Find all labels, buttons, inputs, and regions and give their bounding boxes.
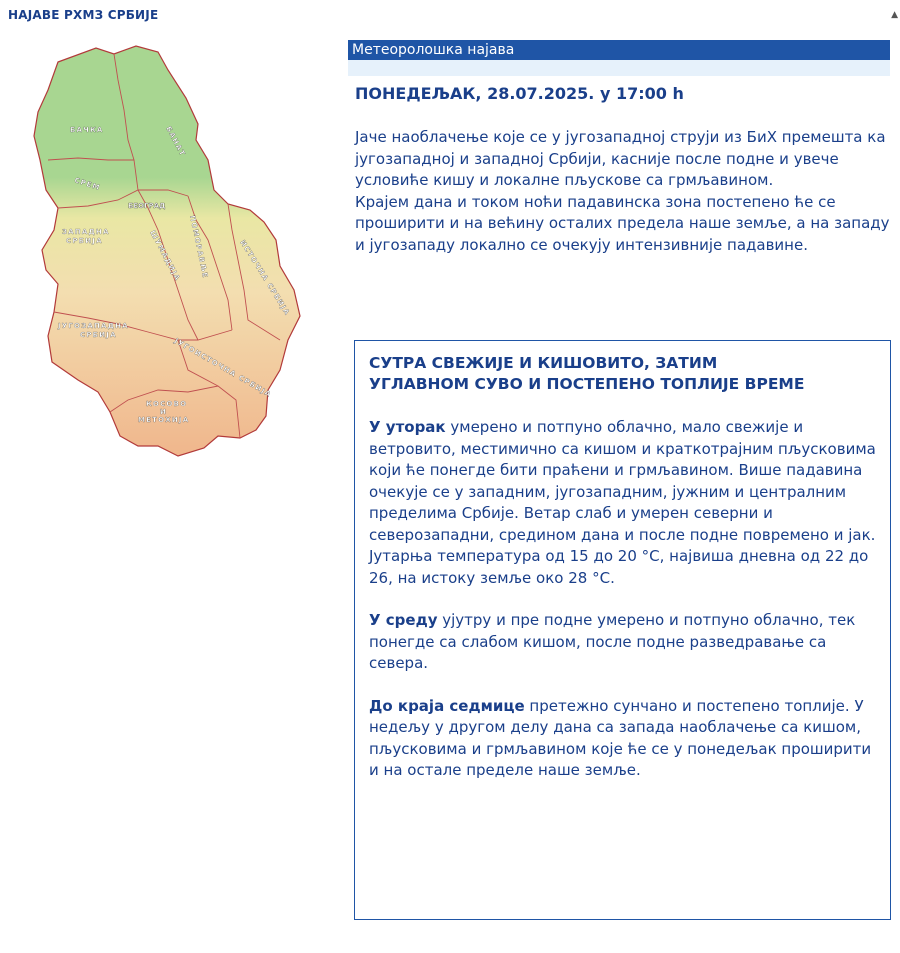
forecast-date-heading: ПОНЕДЕЉАК, 28.07.2025. у 17:00 h — [355, 84, 684, 103]
region-label-pomoravlje: ПОМОРАВЉЕ — [188, 214, 210, 280]
serbia-region-map[interactable] — [18, 40, 318, 470]
region-label-zapadna-srbija-line1: ЗАПАДНА — [62, 228, 110, 236]
region-label-srem: СРЕМ — [73, 176, 102, 193]
outlook-box — [354, 340, 891, 920]
region-label-zapadna-srbija-line2: СРБИЈА — [66, 237, 103, 245]
outlook-wednesday-text: ујутру и пре подне умерено и потпуно облачно, тек понегде са слабом кишом, после подне разведравање са севера. — [369, 611, 856, 672]
forecast-section-title: Метеоролошка најава — [348, 40, 890, 60]
city-label-beograd: БЕОГРАД — [128, 202, 166, 210]
outlook-tuesday — [369, 417, 878, 589]
outlook-tuesday-label: У уторак — [369, 418, 446, 436]
region-label-jugoistocna: ЈУГОИСТОЧНА СРБИЈА — [173, 336, 273, 400]
forecast-paragraph-1: Јаче наоблачење које се у југозападној струји из БиХ премешта ка југозападној и западној Србији, касније после подне и увече условиће кишу и локалне пљускове са грмљавином. — [355, 128, 886, 189]
region-label-sumadija: ШУМАДИЈА — [148, 229, 182, 283]
page-heading: НАЈАВЕ РХМЗ СРБИЈЕ — [8, 8, 159, 22]
region-label-kosovo-line2: И — [160, 408, 168, 416]
region-label-istocna-srbija: ИСТОЧНА СРБИЈА — [238, 238, 292, 318]
forecast-paragraph-2: Крајем дана и током ноћи падавинска зона постепено ће се проширити и на већину осталих предела наше земље, а на западу и југозападу локално се очекују интензивније падавине. — [355, 192, 890, 254]
forecast-text — [355, 127, 890, 256]
section-divider — [348, 60, 890, 76]
scroll-up-arrow-icon[interactable]: ▲ — [891, 10, 898, 20]
outlook-tuesday-text: умерено и потпуно облачно, мало свежије и ветровито, местимично са кишом и краткотрајним пљусковима који ће понегде бити праћени и грмљавином. Више падавина очекује се у западним, југозападним, јужним и централним пределима Србије. Ветар слаб и умерен северни и северозападни, средином дана и после подне повремено и јак. Јутарња температура од 15 до 20 °C, највиша дневна од 22 до 26, на истоку земље око 28 °C. — [369, 418, 876, 587]
outlook-weekend-label: До краја седмице — [369, 696, 525, 715]
outlook-wednesday — [369, 610, 878, 675]
outlook-wednesday-label: У среду — [369, 611, 438, 629]
region-label-kosovo-line3: МЕТОХИЈА — [138, 416, 190, 424]
outlook-weekend-text: претежно сунчано и постепено топлије. У недељу у другом делу дана са запада наоблачење са кишом, пљусковима и грмљавином које ће се у понедељак проширити и на остале пределе наше земље. — [369, 696, 872, 779]
region-label-jugozapadna-line2: СРБИЈА — [80, 331, 117, 339]
region-label-backa: БАЧКА — [70, 126, 104, 134]
outlook-weekend — [369, 696, 878, 782]
region-label-jugozapadna-line1: ЈУГОЗАПАДНА — [58, 322, 129, 330]
outlook-title: СУТРА СВЕЖИЈЕ И КИШОВИТО, ЗАТИМ УГЛАВНОМ СУВО И ПОСТЕПЕНО ТОПЛИЈЕ ВРЕМЕ — [369, 354, 805, 393]
region-label-banat: БАНАТ — [164, 125, 187, 158]
region-label-kosovo-line1: КОСОВО — [146, 400, 188, 408]
